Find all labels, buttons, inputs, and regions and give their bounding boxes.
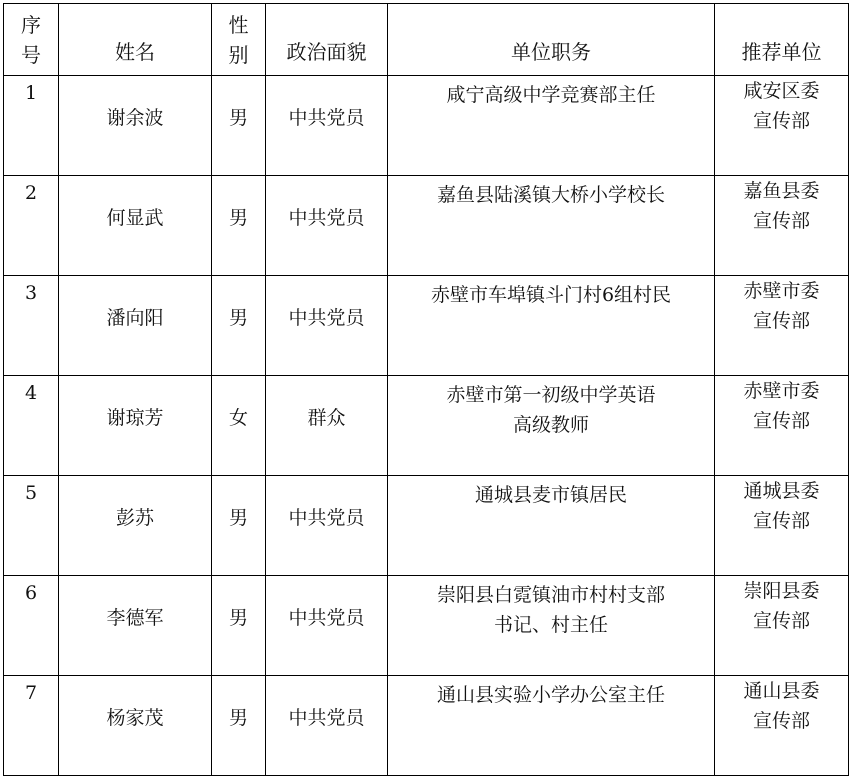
- cell-gender: 女: [212, 376, 266, 476]
- cell-gender: 男: [212, 576, 266, 676]
- header-recommender: 推荐单位: [715, 4, 849, 76]
- cell-position: 赤壁市第一初级中学英语 高级教师: [388, 376, 715, 476]
- cell-seq: 1: [4, 76, 59, 176]
- cell-name: 何显武: [59, 176, 212, 276]
- cell-seq: 5: [4, 476, 59, 576]
- cell-political: 中共党员: [266, 576, 388, 676]
- cell-name: 潘向阳: [59, 276, 212, 376]
- cell-seq: 2: [4, 176, 59, 276]
- table-row: [4, 676, 849, 776]
- cell-seq: 7: [4, 676, 59, 776]
- cell-recommender: 赤壁市委 宣传部: [715, 376, 849, 476]
- cell-political: 群众: [266, 376, 388, 476]
- cell-gender: 男: [212, 276, 266, 376]
- cell-political: 中共党员: [266, 276, 388, 376]
- cell-position: 崇阳县白霓镇油市村村支部 书记、村主任: [388, 576, 715, 676]
- cell-recommender: 崇阳县委 宣传部: [715, 576, 849, 676]
- cell-gender: 男: [212, 476, 266, 576]
- cell-position: 通山县实验小学办公室主任: [388, 676, 715, 776]
- cell-recommender: 通山县委 宣传部: [715, 676, 849, 776]
- cell-position: 通城县麦市镇居民: [388, 476, 715, 576]
- cell-name: 杨家茂: [59, 676, 212, 776]
- cell-name: 李德军: [59, 576, 212, 676]
- cell-political: 中共党员: [266, 476, 388, 576]
- table-row: [4, 376, 849, 476]
- cell-recommender: 嘉鱼县委 宣传部: [715, 176, 849, 276]
- cell-gender: 男: [212, 176, 266, 276]
- cell-gender: 男: [212, 76, 266, 176]
- cell-seq: 3: [4, 276, 59, 376]
- table-body: [4, 76, 849, 776]
- cell-seq: 4: [4, 376, 59, 476]
- cell-political: 中共党员: [266, 176, 388, 276]
- table-row: [4, 476, 849, 576]
- cell-position: 咸宁高级中学竞赛部主任: [388, 76, 715, 176]
- cell-position: 嘉鱼县陆溪镇大桥小学校长: [388, 176, 715, 276]
- header-seq: 序 号: [4, 4, 59, 76]
- cell-name: 彭苏: [59, 476, 212, 576]
- cell-seq: 6: [4, 576, 59, 676]
- header-name: 姓名: [59, 4, 212, 76]
- cell-name: 谢余波: [59, 76, 212, 176]
- header-political: 政治面貌: [266, 4, 388, 76]
- candidate-table: [3, 3, 849, 776]
- header-row: [4, 4, 849, 76]
- cell-recommender: 赤壁市委 宣传部: [715, 276, 849, 376]
- cell-political: 中共党员: [266, 76, 388, 176]
- cell-gender: 男: [212, 676, 266, 776]
- header-gender: 性 别: [212, 4, 266, 76]
- cell-position: 赤壁市车埠镇斗门村6组村民: [388, 276, 715, 376]
- table-row: [4, 176, 849, 276]
- table-row: [4, 276, 849, 376]
- header-position: 单位职务: [388, 4, 715, 76]
- cell-name: 谢琼芳: [59, 376, 212, 476]
- cell-recommender: 咸安区委 宣传部: [715, 76, 849, 176]
- cell-recommender: 通城县委 宣传部: [715, 476, 849, 576]
- table-row: [4, 76, 849, 176]
- table-row: [4, 576, 849, 676]
- cell-political: 中共党员: [266, 676, 388, 776]
